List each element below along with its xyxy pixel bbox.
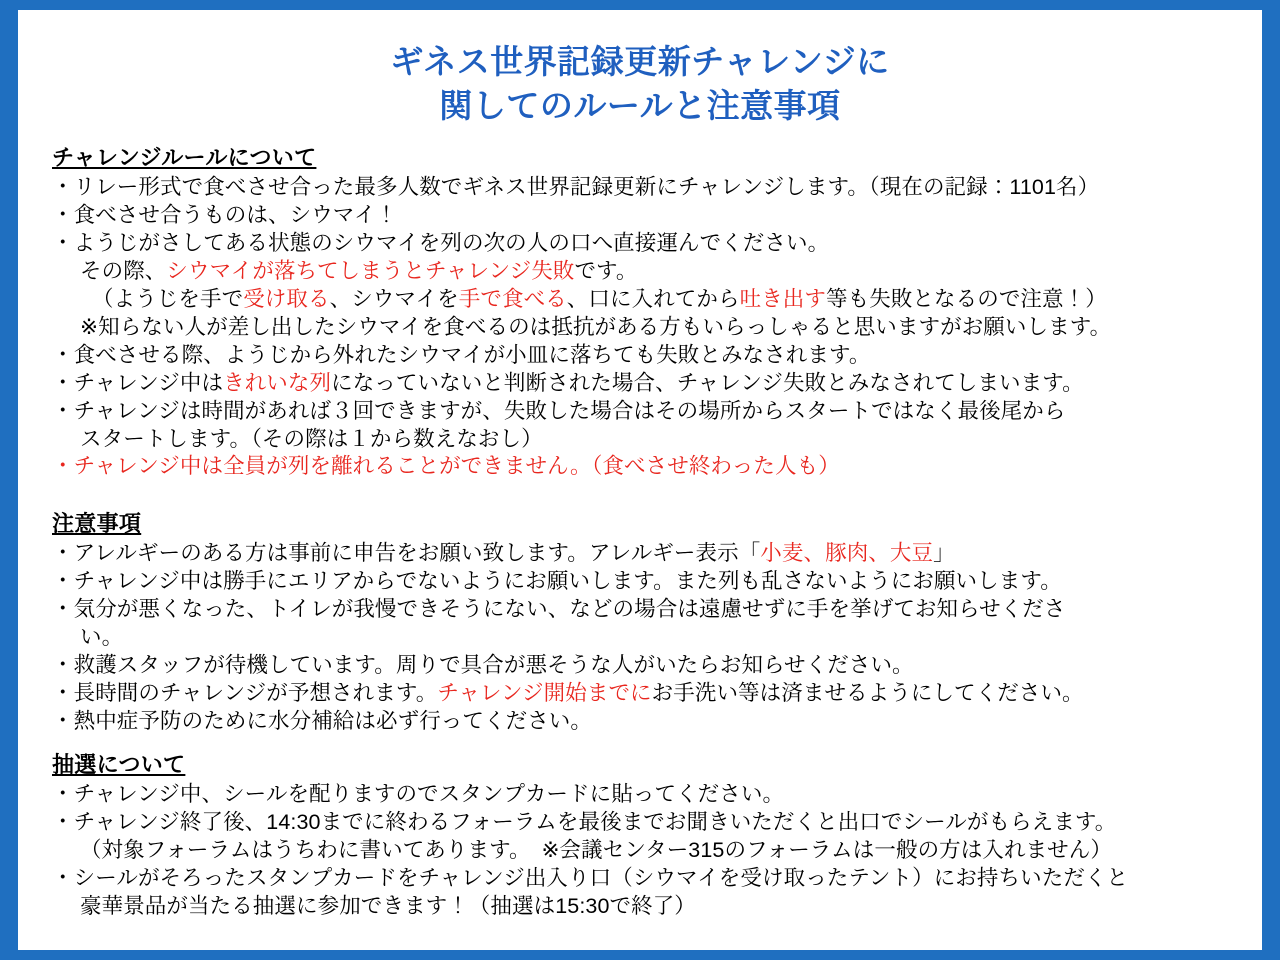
section-heading: 抽選について: [52, 751, 186, 777]
body-text: お手洗い等は済ませるようにしてください。: [651, 681, 1084, 706]
bullet-line: [52, 370, 1236, 398]
body-text: ・チャレンジ中は: [52, 370, 224, 395]
body-text: です。: [574, 258, 638, 283]
bullet-line: [80, 258, 1236, 286]
bullet-line: [52, 652, 1236, 680]
body-text: 、口に入れてから: [566, 286, 740, 311]
body-text: ・アレルギーのある方は事前に申告をお願い致します。アレルギー表示「: [52, 541, 761, 566]
bullet-line: [80, 426, 1236, 454]
highlight-text: チャレンジ開始までに: [437, 681, 652, 706]
body-text: ・チャレンジ中、シールを配りますのでスタンプカードに貼ってください。: [52, 781, 785, 806]
body-text: ・シールがそろったスタンプカードをチャレンジ出入り口（シウマイを受け取ったテント）にお持ちいただくと: [52, 865, 1129, 890]
bullet-line: [92, 286, 1236, 314]
highlight-text: 小麦、豚肉、大豆: [760, 541, 934, 566]
body-text: 」: [933, 541, 955, 566]
body-text: 豪華景品が当たる抽選に参加できます！（抽選は15:30で終了）: [80, 893, 696, 918]
body-text: （対象フォーラムはうちわに書いてあります。 ※会議センター315のフォーラムは一般の方は入れません）: [80, 837, 1112, 862]
body-text: ・救護スタッフが待機しています。周りで具合が悪そうな人がいたらお知らせください。: [52, 653, 914, 678]
body-text: ・チャレンジ終了後、14:30までに終わるフォーラムを最後までお聞きいただくと出口でシールがもらえます。: [52, 809, 1117, 834]
bullet-line: [52, 398, 1236, 426]
body-text: 等も失敗となるので注意！）: [826, 286, 1107, 311]
body-text: になっていないと判断された場合、チャレンジ失敗とみなされてしまいます。: [331, 370, 1084, 395]
body-text: ・長時間のチャレンジが予想されます。: [52, 681, 438, 706]
highlight-text: 受け取る: [243, 286, 330, 311]
content-sections: [44, 141, 1236, 921]
body-text: い。: [80, 625, 124, 650]
body-text: （ようじを手で: [92, 286, 244, 311]
body-text: ・リレー形式で食べさせ合った最多人数でギネス世界記録更新にチャレンジします。（現在の記録：1101名）: [52, 175, 1100, 200]
bullet-line: [80, 893, 1236, 921]
body-text: その際、: [80, 258, 167, 283]
slide-canvas: [18, 10, 1262, 950]
bullet-line: [52, 453, 1236, 481]
section-heading: 注意事項: [52, 511, 142, 537]
bullet-line: [52, 680, 1236, 708]
bullet-line: [52, 781, 1236, 809]
bullet-line: [80, 314, 1236, 342]
bullet-line: [52, 596, 1236, 624]
page-title-line-2: 関してのルールと注意事項: [439, 86, 841, 124]
body-text: ・熱中症予防のために水分補給は必ず行ってください。: [52, 709, 593, 734]
bullet-line: [52, 568, 1236, 596]
highlight-text: 吐き出す: [739, 286, 827, 311]
bullet-line: [52, 230, 1236, 258]
body-text: ※知らない人が差し出したシウマイを食べるのは抵抗がある方もいらっしゃると思いますがお願いします。: [80, 314, 1112, 339]
bullet-line: [52, 809, 1236, 837]
body-text: ・チャレンジは時間があれば３回できますが、失敗した場合はその場所からスタートではなく最後尾から: [52, 398, 1066, 423]
bullet-line: [52, 708, 1236, 736]
body-text: ・気分が悪くなった、トイレが我慢できそうにない、などの場合は遠慮せずに手を挙げてお知らせくださ: [52, 597, 1066, 622]
body-text: ・チャレンジ中は勝手にエリアからでないようにお願いします。また列も乱さないようにお願いします。: [52, 569, 1062, 594]
section-spacer: [44, 736, 1236, 742]
bullet-line: [52, 540, 1236, 568]
body-text: ・食べさせる際、ようじから外れたシウマイが小皿に落ちても失敗とみなされます。: [52, 342, 871, 367]
highlight-text: 手で食べる: [458, 286, 567, 311]
body-text: 、シウマイを: [329, 286, 459, 311]
bullet-line: [52, 202, 1236, 230]
bullet-line: [80, 624, 1236, 652]
bullet-line: [52, 174, 1236, 202]
section-heading: チャレンジルールについて: [52, 145, 317, 171]
bullet-line: [52, 865, 1236, 893]
body-text: ・ようじがさしてある状態のシウマイを列の次の人の口へ直接運んでください。: [52, 230, 830, 255]
bullet-line: [52, 342, 1236, 370]
body-text: スタートします。（その際は１から数えなおし）: [80, 426, 543, 451]
highlight-text: ・チャレンジ中は全員が列を離れることができません。（食べさせ終わった人も）: [52, 454, 840, 479]
page-title: [44, 40, 1236, 127]
highlight-text: シウマイが落ちてしまうとチャレンジ失敗: [166, 258, 575, 283]
page-title-line-1: ギネス世界記録更新チャレンジに: [390, 43, 890, 80]
highlight-text: きれいな列: [223, 370, 332, 395]
section-spacer: [44, 481, 1236, 501]
body-text: ・食べさせ合うものは、シウマイ！: [52, 203, 398, 228]
bullet-line: [80, 837, 1236, 865]
